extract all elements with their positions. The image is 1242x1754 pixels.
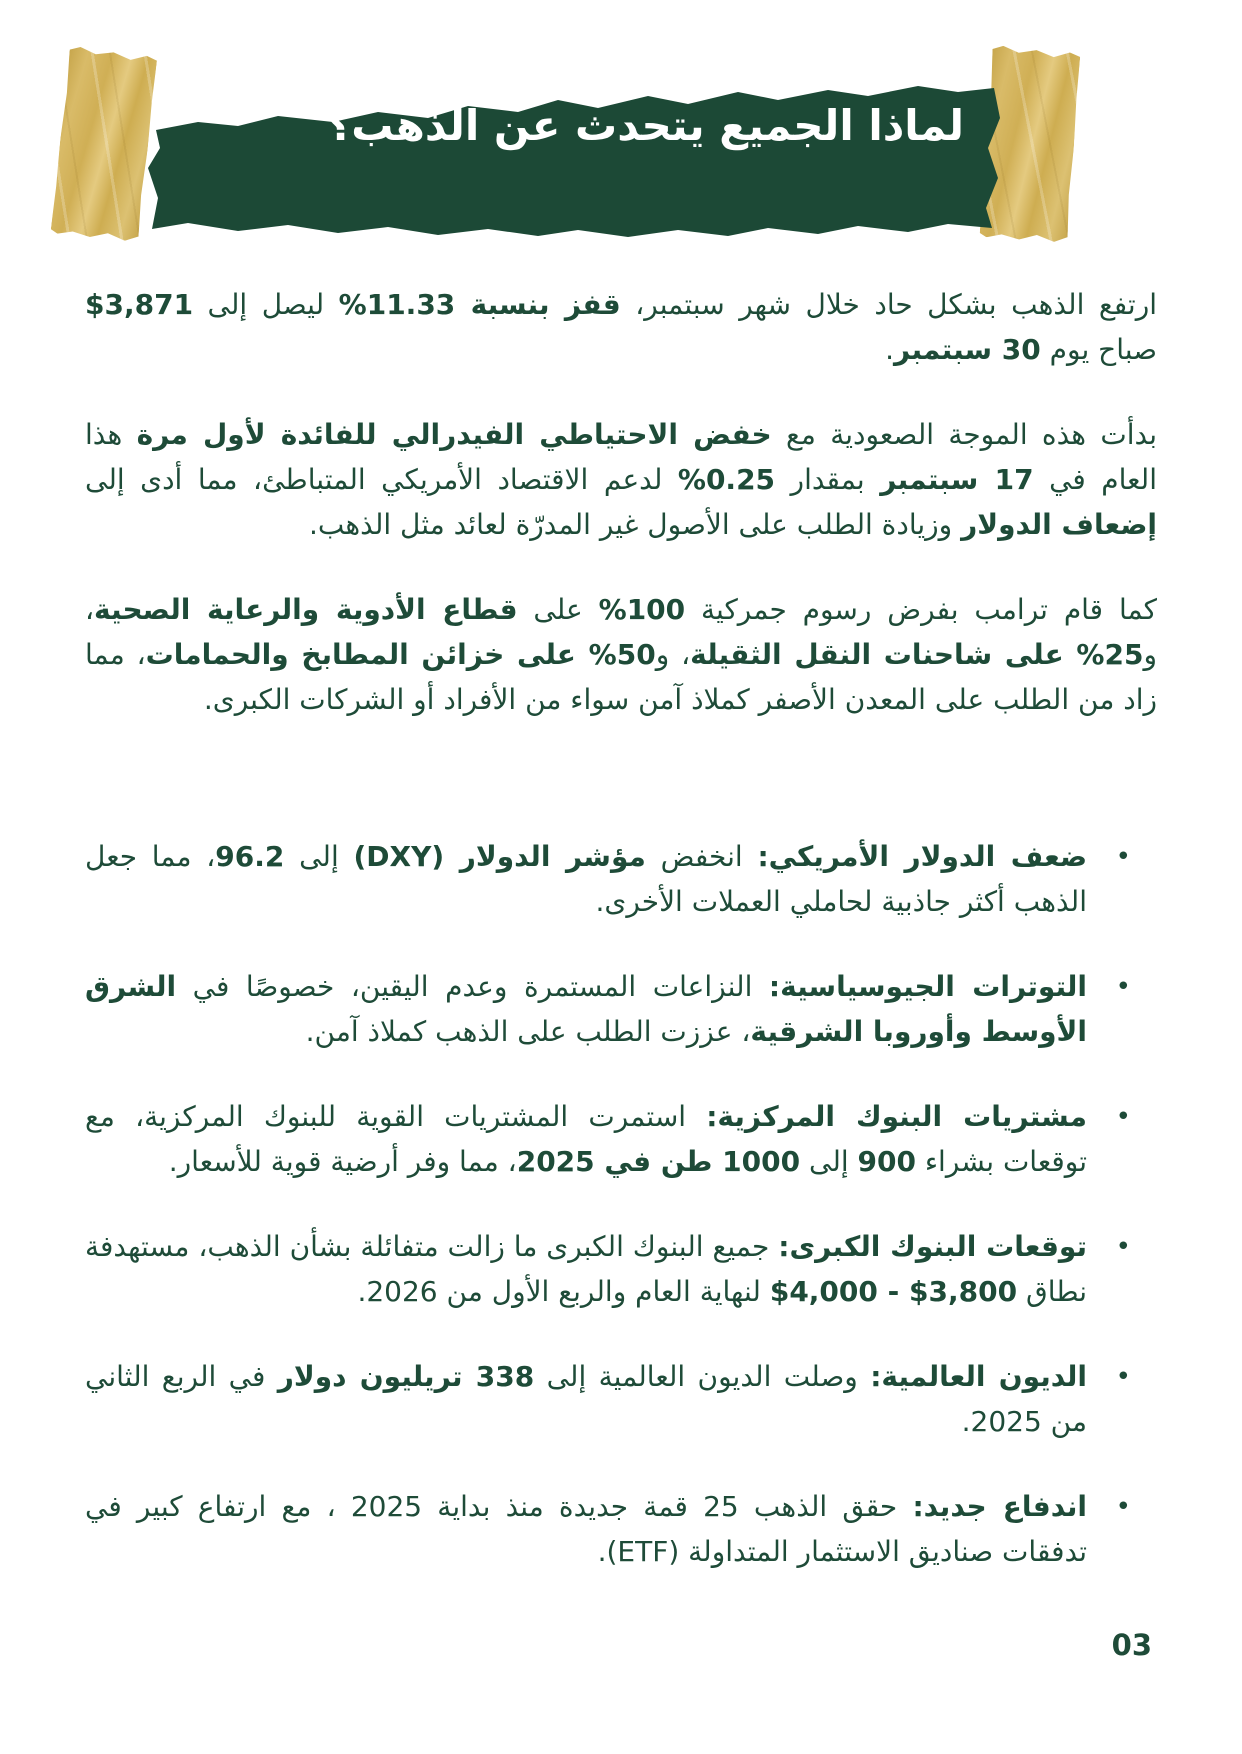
text-run: 0.25% — [677, 463, 776, 496]
text-run: ضعف الدولار الأمريكي: — [757, 840, 1087, 873]
bullet-item-dollar-weakness — [85, 834, 1157, 924]
bullet-list — [85, 834, 1157, 1574]
text-run: ليصل إلى — [193, 288, 339, 321]
text-run: ، و — [85, 593, 1157, 671]
text-run: في الربع الثاني من 2025. — [85, 1360, 1087, 1438]
text-run: 338 تريليون دولار — [277, 1360, 535, 1393]
text-run: بدأت هذه الموجة الصعودية مع — [771, 418, 1157, 451]
text-run: 3,871$ — [85, 288, 194, 321]
text-run: اندفاع جديد: — [912, 1490, 1087, 1523]
text-run: الشرق الأوسط وأوروبا الشرقية — [85, 970, 1087, 1048]
text-run: 17 سبتمبر — [880, 463, 1034, 496]
bullet-item-major-bank-forecasts — [85, 1224, 1157, 1314]
text-run: خفض الاحتياطي الفيدرالي للفائدة لأول مرة — [136, 418, 772, 451]
text-run: 50% على خزائن المطابخ والحمامات — [145, 638, 656, 671]
text-run: 25% على شاحنات النقل الثقيلة — [690, 638, 1144, 671]
text-run: لدعم الاقتصاد الأمريكي المتباطئ، مما أدى إلى — [85, 463, 678, 496]
text-run: 1000 طن في 2025 — [516, 1145, 801, 1178]
text-run: على — [517, 593, 599, 626]
text-run: إضعاف الدولار — [961, 508, 1157, 541]
text-run: وصلت الديون العالمية إلى — [534, 1360, 871, 1393]
page-title: لماذا الجميع يتحدث عن الذهب؟ — [326, 101, 964, 150]
text-run: ارتفع الذهب بشكل حاد خلال شهر سبتمبر، — [620, 288, 1157, 321]
text-run: ، مما وفر أرضية قوية للأسعار. — [168, 1145, 517, 1178]
text-run: استمرت المشتريات القوية للبنوك المركزية، مع توقعات بشراء — [85, 1100, 1087, 1178]
text-run: لنهاية العام والربع الأول من 2026. — [357, 1275, 770, 1308]
text-run: التوترات الجيوسياسية: — [768, 970, 1087, 1003]
bullet-item-new-momentum — [85, 1484, 1157, 1574]
text-run: انخفض — [645, 840, 758, 873]
text-run: إلى — [800, 1145, 858, 1178]
body-paragraph-tariffs — [85, 587, 1157, 722]
text-run: النزاعات المستمرة وعدم اليقين، خصوصًا في — [176, 970, 769, 1003]
text-run: جميع البنوك الكبرى ما زالت متفائلة بشأن الذهب، مستهدفة نطاق — [85, 1230, 1087, 1308]
text-run: 30 سبتمبر — [894, 333, 1041, 366]
text-run: 100% — [598, 593, 686, 626]
text-run: الديون العالمية: — [870, 1360, 1087, 1393]
text-run: مشتريات البنوك المركزية: — [706, 1100, 1087, 1133]
text-run: حقق الذهب 25 قمة جديدة منذ بداية 2025 ، مع ارتفاع كبير في تدفقات صناديق الاستثمار المتداولة (ETF). — [85, 1490, 1087, 1568]
text-run: ، مما زاد من الطلب على المعدن الأصفر كملاذ آمن سواء من الأفراد أو الشركات الكبرى. — [85, 638, 1157, 716]
body-paragraph-fed-cut — [85, 412, 1157, 547]
page-content — [0, 282, 1242, 1574]
bullet-item-geopolitical-tensions — [85, 964, 1157, 1054]
text-run: هذا العام في — [85, 418, 1157, 496]
text-run: بمقدار — [775, 463, 881, 496]
bullet-item-central-bank-purchases — [85, 1094, 1157, 1184]
page-number: 03 — [1111, 1628, 1152, 1662]
text-run: 3,800$ - 4,000$ — [769, 1275, 1018, 1308]
page-header — [0, 0, 1242, 256]
text-run: مؤشر الدولار (DXY) — [353, 840, 646, 873]
text-run: قفز بنسبة 11.33% — [338, 288, 621, 321]
text-run: قطاع الأدوية والرعاية الصحية — [94, 593, 518, 626]
text-run: إلى — [284, 840, 354, 873]
text-run: توقعات البنوك الكبرى: — [778, 1230, 1087, 1263]
body-paragraph-gold-rise — [85, 282, 1157, 372]
text-run: 96.2 — [215, 840, 285, 873]
text-run: وزيادة الطلب على الأصول غير المدرّة لعائد مثل الذهب. — [308, 508, 962, 541]
text-run: ، عززت الطلب على الذهب كملاذ آمن. — [305, 1015, 751, 1048]
text-run: 900 — [857, 1145, 916, 1178]
text-run: ، مما جعل الذهب أكثر جاذبية لحاملي العملات الأخرى. — [85, 840, 1087, 918]
text-run: ، و — [655, 638, 691, 671]
text-run: . — [885, 333, 895, 366]
bullet-item-global-debt — [85, 1354, 1157, 1444]
text-run: صباح يوم — [1040, 333, 1157, 366]
text-run: كما قام ترامب بفرض رسوم جمركية — [685, 593, 1157, 626]
